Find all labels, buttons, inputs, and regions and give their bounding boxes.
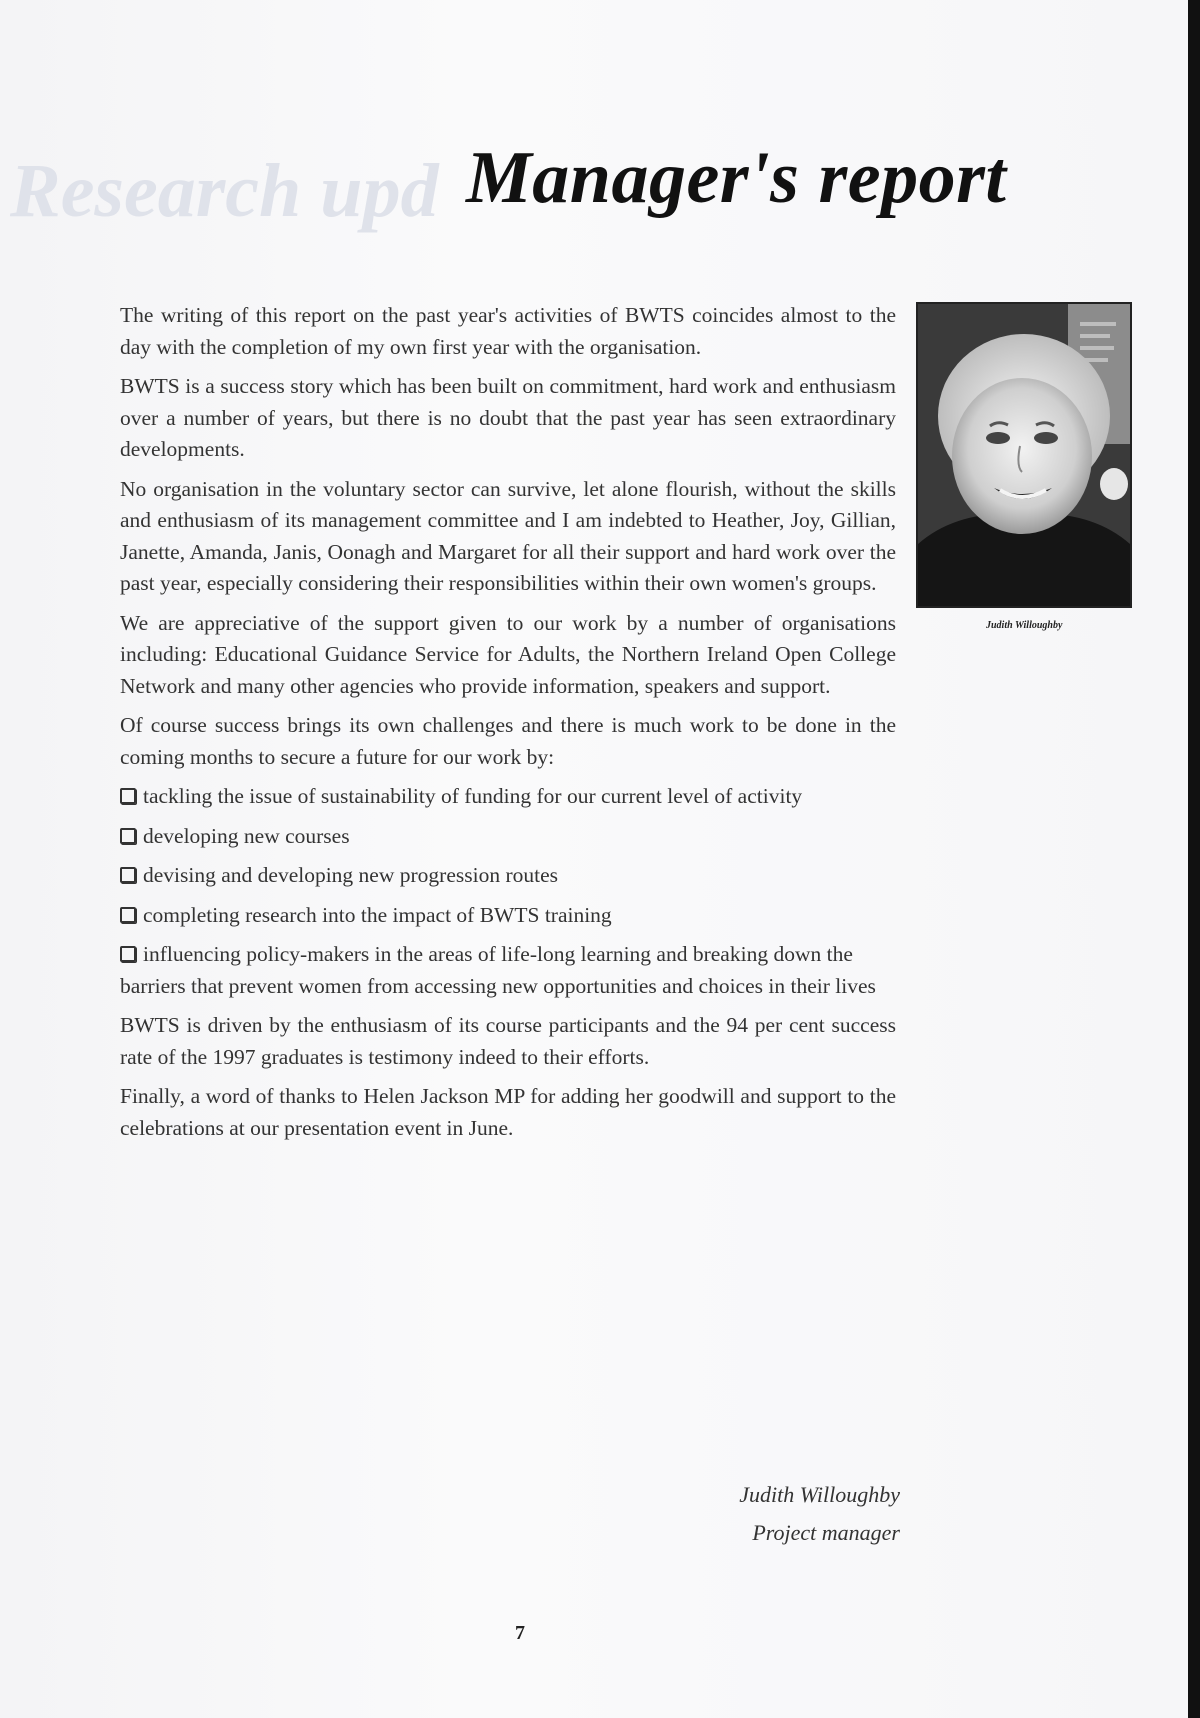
portrait-image [918,304,1130,606]
portrait-photo [916,302,1132,608]
list-item-text: influencing policy-makers in the areas of life-long learning and breaking down the barriers that prevent women from accessing new opportunities and choices in their lives [120,942,876,998]
checkbox-icon [120,828,136,844]
paragraph: Of course success brings its own challenges and there is much work to be done in the coming months to secure a future for our work by: [120,713,896,769]
paragraph: No organisation in the voluntary sector can survive, let alone flourish, without the skills and enthusiasm of its management committee and I am indebted to Heather, Joy, Gillian, Janette, Amanda, Janis, Oonagh and Margaret for all their support and hard work over the past year, especially considering their responsibilities within their own women's groups. [120,476,896,595]
checkbox-icon [120,946,136,962]
list-item-text: completing research into the impact of BWTS training [143,902,612,927]
signature-role: Project manager [752,1520,900,1545]
paragraph: We are appreciative of the support given to our work by a number of organisations including: Educational Guidance Service for Adults, the Northern Ireland Open College Network and many other agencies who provide information, speakers and support. [120,610,896,698]
report-body [120,300,896,1152]
list-item [120,939,896,1002]
list-item [120,860,896,892]
list-item-text: tackling the issue of sustainability of funding for our current level of activity [143,784,803,808]
page-number: 7 [515,1622,525,1644]
checkbox-icon [120,788,136,804]
list-item-text: devising and developing new progression routes [143,863,558,887]
paragraph: BWTS is a success story which has been built on commitment, hard work and enthusiasm over a number of years, but there is no doubt that the past year has seen extraordinary developments. [120,374,896,461]
list-item [120,781,896,813]
list-item [120,900,896,932]
signature-block [520,1476,900,1552]
paragraph: Finally, a word of thanks to Helen Jackson MP for adding her goodwill and support to the celebrations at our presentation event in June. [120,1084,896,1140]
ghost-heading: Research upd [10,149,439,233]
list-item-text: developing new courses [143,823,350,848]
checkbox-icon [120,867,136,883]
page-edge [1188,0,1200,1718]
list-item [120,821,896,853]
page-title: Manager's report [466,137,1007,219]
photo-caption: Judith Willoughby [986,620,1063,631]
signature-name: Judith Willoughby [739,1482,900,1507]
paragraph: BWTS is driven by the enthusiasm of its course participants and the 94 per cent success rate of the 1997 graduates is testimony indeed to their efforts. [120,1013,896,1069]
checkbox-icon [120,907,136,923]
paragraph: The writing of this report on the past year's activities of BWTS coincides almost to the day with the completion of my own first year with the organisation. [120,303,896,359]
